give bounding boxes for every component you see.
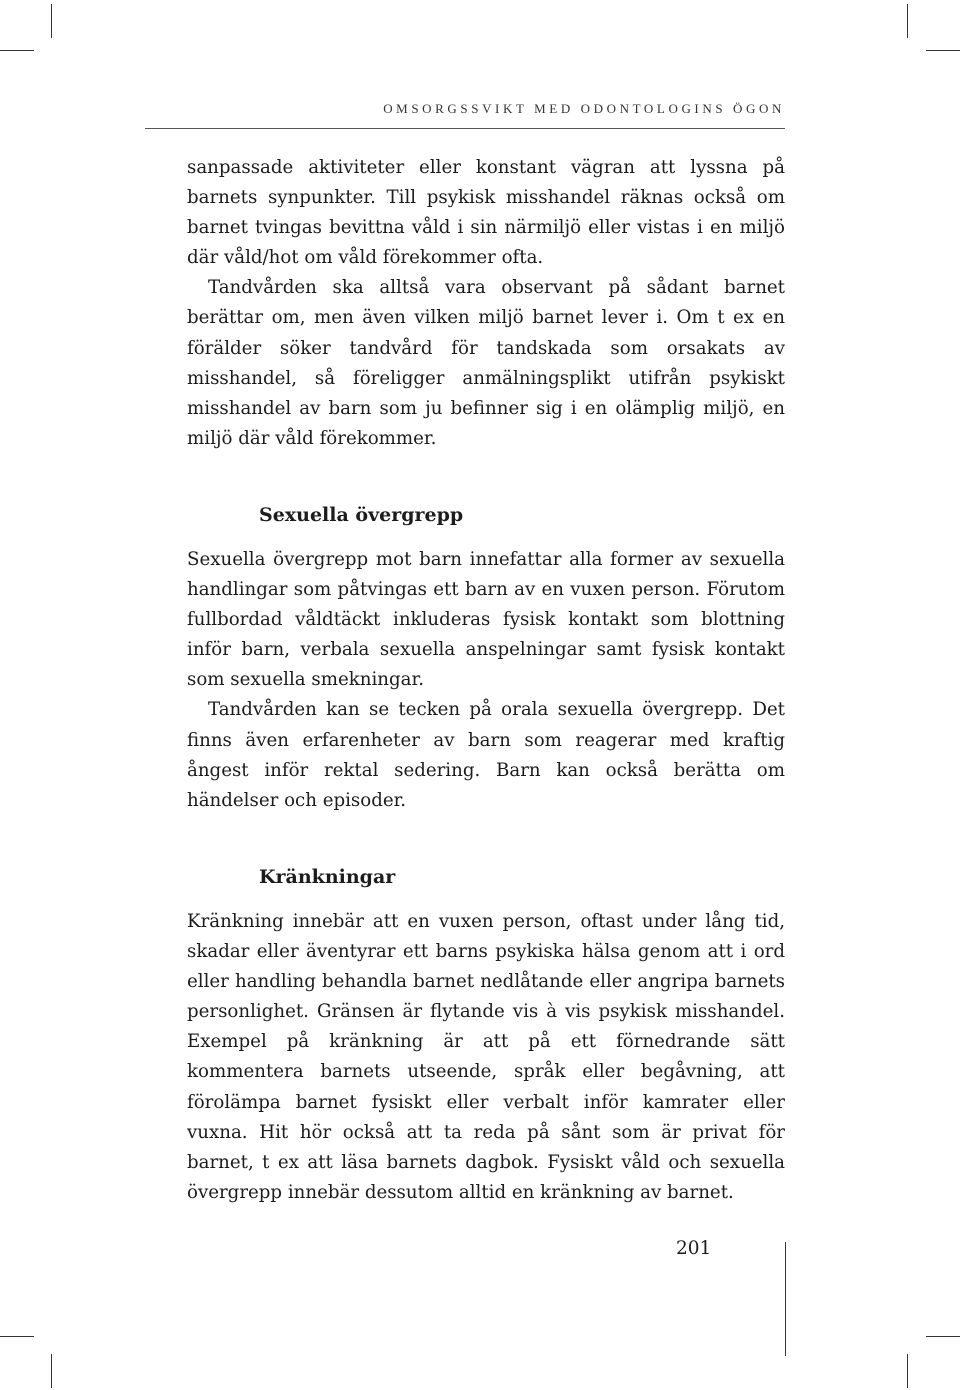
- page-number: 201: [676, 1238, 712, 1259]
- crop-mark-bottom-left: [51, 1354, 52, 1388]
- crop-mark-bottom-right-horizontal: [926, 1336, 960, 1337]
- intro-text: [187, 153, 785, 454]
- page-edge-rule: [785, 1242, 786, 1356]
- sexual-paragraph-2: Tandvården kan se tecken på orala sexuella övergrepp. Det finns även erfarenheter av barn som reagerar med kraftig ångest inför rektal sedering. Barn kan också berätta om händelser och episoder.: [187, 699, 785, 811]
- sexual-paragraph-1: Sexuella övergrepp mot barn innefattar alla former av sexuella handlingar som påtvingas ett barn av en vuxen person. Förutom fullbordad våldtäckt inkluderas fysisk kontakt som blottning inför barn, verbala sexuella anspelningar samt fysisk kontakt som sexuella smekningar.: [187, 549, 785, 691]
- intro-paragraph-1: sanpassade aktiviteter eller konstant vägran att lyssna på barnets synpunkter. Till psykisk misshandel räknas också om barnet tvingas bevittna våld i sin närmiljö eller vistas i en miljö där våld/hot om våld förekommer ofta.: [187, 157, 785, 269]
- crop-mark-top-right: [907, 4, 908, 38]
- crop-mark-top-left: [51, 4, 52, 38]
- crop-mark-bottom-right: [907, 1354, 908, 1388]
- krankningar-text: [187, 907, 785, 1208]
- crop-mark-bottom-left-horizontal: [0, 1336, 34, 1337]
- intro-paragraph-2: Tandvården ska alltså vara observant på sådant barnet berättar om, men även vilken miljö barnet lever i. Om t ex en förälder söker tandvård för tandskada som orsakats av misshandel, så föreligger anmälningsplikt utifrån psykiskt misshandel av barn som ju befinner sig i en olämplig miljö, en miljö där våld förekommer.: [187, 277, 785, 449]
- heading-sexuella-overgrepp: Sexuella övergrepp: [259, 504, 464, 526]
- crop-mark-top-left-horizontal: [0, 50, 34, 51]
- header-rule: [145, 128, 785, 129]
- krankningar-paragraph-1: Kränkning innebär att en vuxen person, oftast under lång tid, skadar eller äventyrar ett barns psykiska hälsa genom att i ord eller handling behandla barnet nedlåtande eller angripa barnets personlighet. Gränsen är flytande vis à vis psykisk misshandel. Exempel på kränkning är att på ett förnedrande sätt kommentera barnets utseende, språk eller begåvning, att förolämpa barnet fysiskt eller verbalt inför kamrater eller vuxna. Hit hör också att ta reda på sånt som är privat för barnet, t ex att läsa barnets dagbok. Fysiskt våld och sexuella övergrepp innebär dessutom alltid en kränkning av barnet.: [187, 911, 785, 1203]
- crop-mark-top-right-horizontal: [926, 50, 960, 51]
- sexual-text: [187, 545, 785, 816]
- heading-krankningar: Kränkningar: [259, 866, 396, 888]
- running-header: OMSORGSSVIKT MED ODONTOLOGINS ÖGON: [383, 101, 785, 116]
